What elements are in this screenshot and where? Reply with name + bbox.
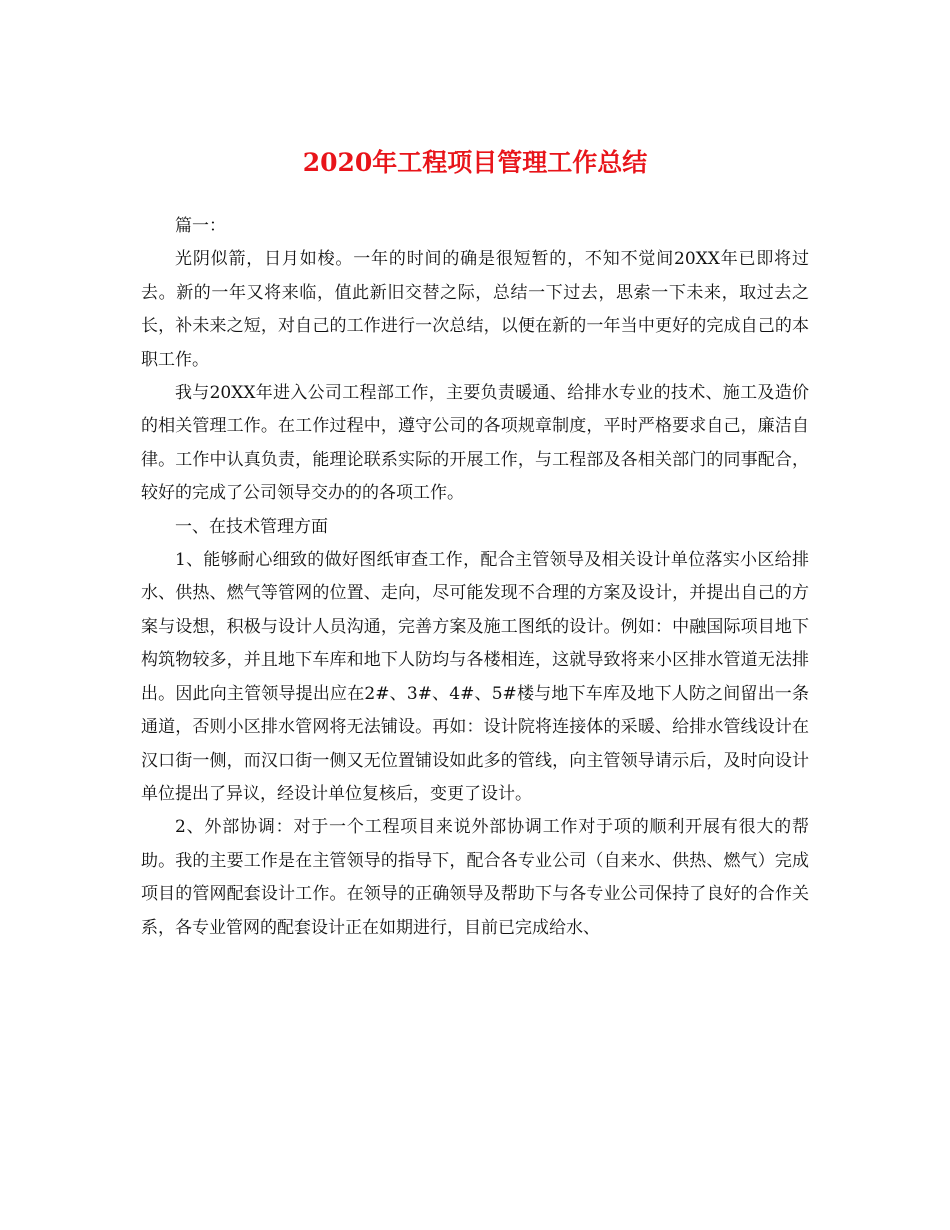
paragraph: 1、能够耐心细致的做好图纸审查工作，配合主管领导及相关设计单位落实小区给排水、供热、燃气等管网的位置、走向，尽可能发现不合理的方案及设计，并提出自己的方案与设想，积极与设计人员沟通，完善方案及施工图纸的设计。例如：中融国际项目地下构筑物较多，并且地下车库和地下人防均与各楼相连，这就导致将来小区排水管道无法排出。因此向主管领导提出应在2#、3#、4#、5#楼与地下车库及地下人防之间留出一条通道，否则小区排水管网将无法铺设。再如：设计院将连接体的采暖、给排水管线设计在汉口街一侧，而汉口街一侧又无位置铺设如此多的管线，向主管领导请示后，及时向设计单位提出了异议，经设计单位复核后，变更了设计。 <box>141 550 809 804</box>
document-title: 2020年工程项目管理工作总结 <box>302 148 648 177</box>
section-label: 篇一： <box>175 216 226 236</box>
paragraph: 2、外部协调：对于一个工程项目来说外部协调工作对于项的顺利开展有很大的帮助。我的主要工作是在主管领导的指导下，配合各专业公司（自来水、供热、燃气）完成项目的管网配套设计工作。在领导的正确领导及帮助下与各专业公司保持了良好的合作关系，各专业管网的配套设计正在如期进行，目前已完成给水、 <box>141 817 809 938</box>
paragraph: 我与20XX年进入公司工程部工作，主要负责暖通、给排水专业的技术、施工及造价的相关管理工作。在工作过程中，遵守公司的各项规章制度，平时严格要求自己，廉洁自律。工作中认真负责，能理论联系实际的开展工作，与工程部及各相关部门的同事配合，较好的完成了公司领导交办的的各项工作。 <box>141 383 809 504</box>
document-body <box>141 210 809 945</box>
section-heading: 一、在技术管理方面 <box>175 516 328 537</box>
paragraph: 光阴似箭，日月如梭。一年的时间的确是很短暂的，不知不觉间20XX年已即将过去。新的一年又将来临，值此新旧交替之际，总结一下过去，思索一下未来，取过去之长，补未来之短，对自己的工作进行一次总结，以便在新的一年当中更好的完成自己的本职工作。 <box>141 249 809 370</box>
